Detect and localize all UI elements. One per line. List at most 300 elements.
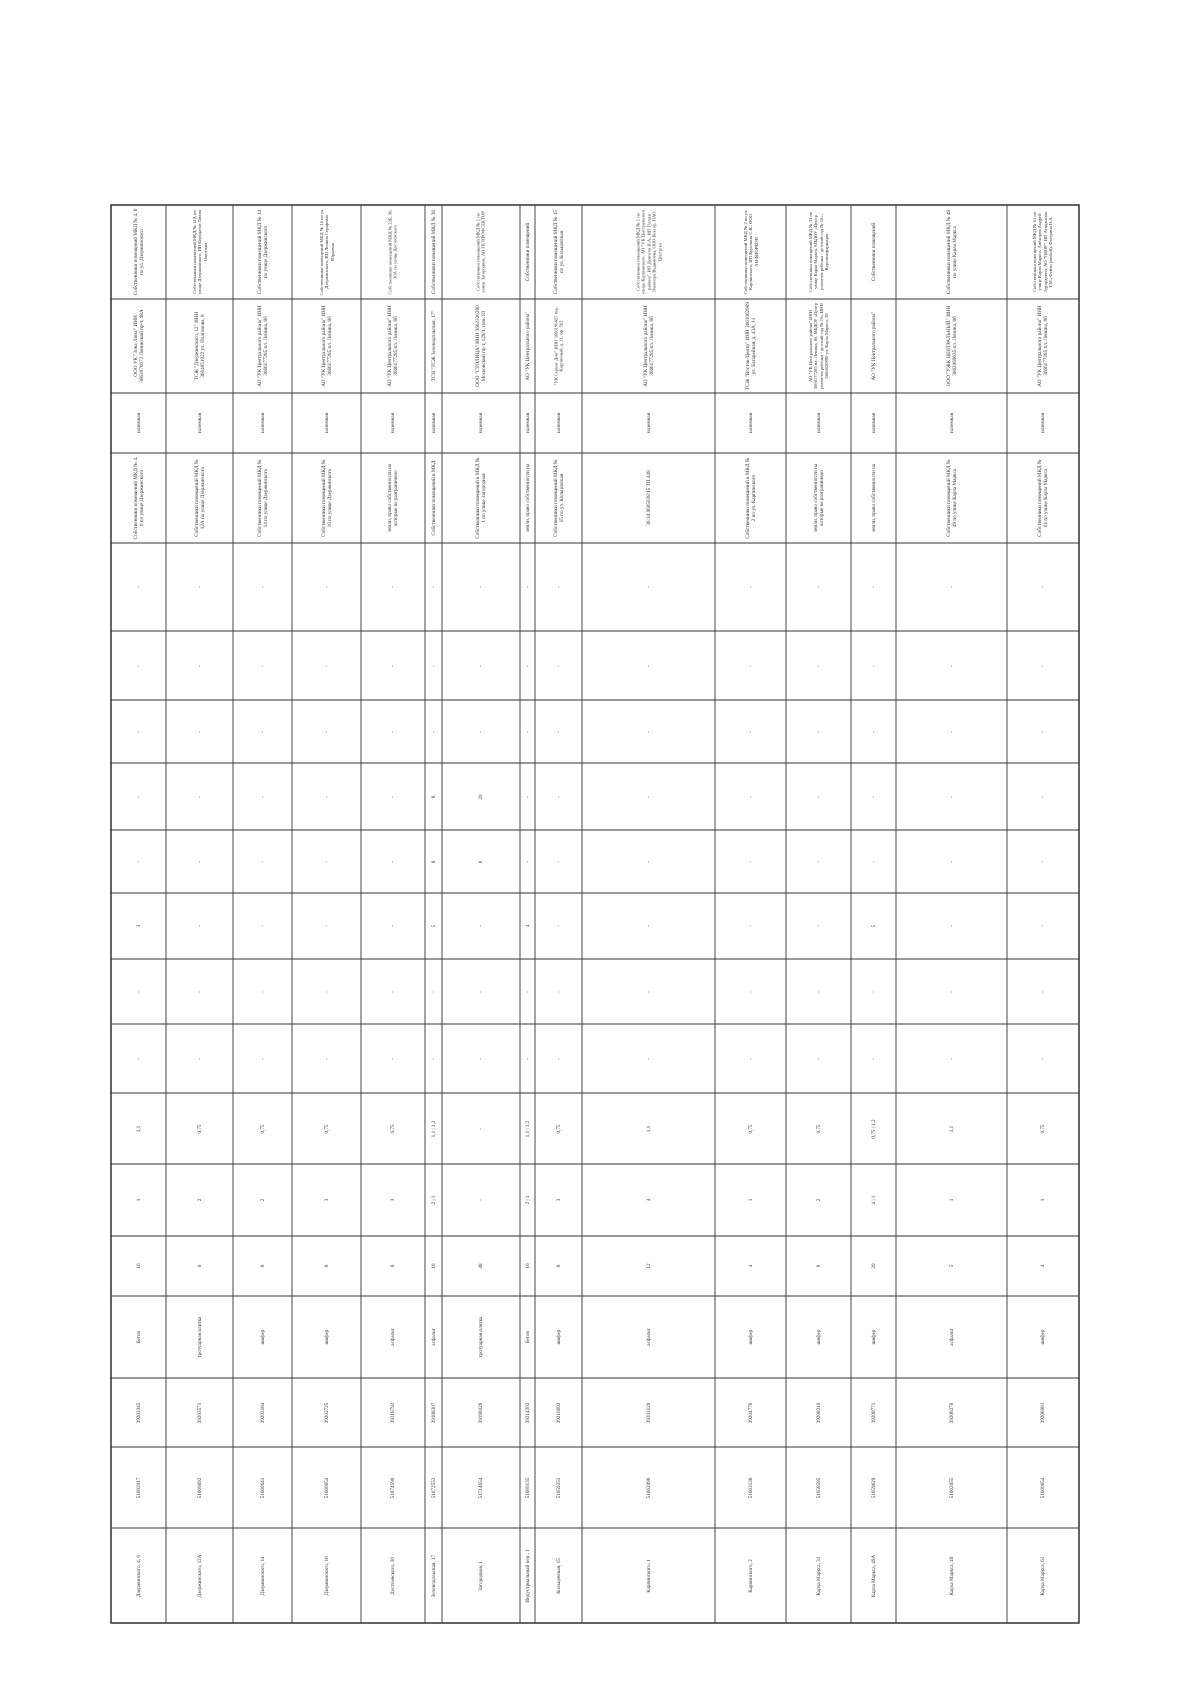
cell-material [233,1296,292,1378]
cell-text: - [645,860,652,863]
cell-entrances [896,1164,1007,1236]
cell-type [292,393,361,453]
cell-text: - [196,586,203,588]
cell-text: - [135,730,142,733]
cell-address [535,1528,582,1623]
cell-type [851,393,896,453]
cell-text: - [323,586,330,588]
cell-c12 [442,763,520,830]
cell-text: АО "УК Центрального района" ИНН 3666177285 пл. Ленина, 8б [256,305,269,387]
cell-entrances [1007,1164,1079,1236]
cell-text: - [1039,1057,1046,1060]
cell-c13 [535,700,582,763]
cell-text: наземная [524,412,531,434]
cell-c9 [425,959,442,1024]
cell-c12 [292,763,361,830]
cell-basis [520,453,535,543]
cell-text: асфальт [389,1328,396,1346]
cell-text: 8 [259,1264,266,1268]
cell-text: 12 [645,1263,652,1269]
cell-text: Дзержинского, 12А [196,1553,203,1598]
cell-type [425,393,442,453]
cell-c9 [111,959,166,1024]
cell-text: - [645,795,652,798]
cell-text: - [323,925,330,927]
cell-text: - [1039,664,1046,667]
cell-c13 [851,700,896,763]
cell-floors [361,1236,425,1296]
cell-code2 [166,1378,233,1447]
cell-text: наземная [815,412,822,434]
cell-text: бетон [524,1330,531,1344]
cell-material [715,1296,786,1378]
cell-text: - [1039,925,1046,927]
cell-text: - [815,664,822,667]
cell-material [442,1296,520,1378]
cell-c13 [715,700,786,763]
cell-text: наземная [555,412,562,434]
cell-c9 [535,959,582,1024]
cell-text: - [259,586,266,588]
cell-floors [786,1236,851,1296]
cell-floors [425,1236,442,1296]
cell-text: Карпинского, 1 [645,1558,652,1593]
cell-text: ТСЖ "Дзержинского, 12" ИНН 3664051022 ул. Платонова, 8 [193,311,206,381]
cell-text: - [524,730,531,733]
cell-text: - [555,795,562,798]
cell-c11 [233,830,292,893]
cell-text: 51660641 [259,1477,266,1498]
cell-text: 8 [323,1264,330,1268]
cell-text: 2 | 1 [430,1195,437,1205]
cell-text: - [430,664,437,667]
cell-text: наземная [477,412,484,434]
cell-text: шифер [870,1329,877,1345]
cell-text: бетон [135,1330,142,1344]
cell-floors [292,1236,361,1296]
cell-manager [715,299,786,393]
cell-basis [715,453,786,543]
cell-text: - [747,860,754,863]
cell-text: - [645,1057,652,1060]
cell-text: Собственники помещений МКД № 12А по улице Дзержинского, ИП Бородатов Лилия Олеговна [191,209,208,295]
cell-text: 20 [870,1263,877,1269]
cell-text: - [948,1057,955,1060]
cell-text: Собственники помещений МКД № 49 по улице Карла Маркса [945,209,958,295]
cell-text: Карла Маркса, 61 [1039,1556,1046,1595]
cell-c14 [425,631,442,700]
cell-c8 [520,1024,535,1093]
cell-text: ТСН "ТСЖ Зеленодольская, 17" [430,310,437,382]
cell-c15 [233,543,292,631]
cell-c12 [520,763,535,830]
cell-c8 [111,1024,166,1093]
cell-floors [582,1236,715,1296]
cell-c12 [896,763,1007,830]
cell-floors [233,1236,292,1296]
cell-entrances [535,1164,582,1236]
cell-text: - [430,1057,437,1060]
cell-c11 [166,830,233,893]
cell-basis [535,453,582,543]
cell-text: шифер [555,1329,562,1345]
cell-address [292,1528,361,1623]
cell-c15 [1007,543,1079,631]
cell-text: 51659253 [555,1477,562,1498]
cell-code2 [442,1378,520,1447]
cell-text: - [196,925,203,927]
cell-text: 4 [645,1198,652,1202]
cell-text: 39204776 [747,1402,754,1423]
cell-c11 [361,830,425,893]
cell-text: Собственники помещений МКД № 61 по улице Карла Маркса [1036,459,1049,537]
cell-text: 4 [747,1264,754,1268]
cell-text: Карла Маркса, 49А [870,1554,877,1597]
cell-address [715,1528,786,1623]
cell-text: 51660692 [196,1477,203,1498]
cell-text: Дзержинского, 16 [323,1555,330,1596]
cell-address [582,1528,715,1623]
cell-floors [111,1236,166,1296]
cell-entrances [166,1164,233,1236]
cell-coef [1007,1093,1079,1164]
cell-c9 [1007,959,1079,1024]
cell-text: - [259,795,266,798]
cell-text: 39208210 [815,1402,822,1423]
cell-text: 39203345 [135,1402,142,1423]
cell-coef [786,1093,851,1164]
cell-c14 [111,631,166,700]
cell-c13 [786,700,851,763]
cell-text: - [747,664,754,667]
cell-entrances [715,1164,786,1236]
cell-c11 [425,830,442,893]
cell-c10 [535,893,582,959]
cell-entrances [361,1164,425,1236]
cell-entrances [292,1164,361,1236]
cell-c9 [715,959,786,1024]
cell-text: 39208081 [1039,1402,1046,1423]
cell-text: - [815,586,822,588]
cell-text: - [645,990,652,993]
cell-owners [851,205,896,299]
cell-type [1007,393,1079,453]
cell-text: Дзержинского, 4, 6 [135,1554,142,1597]
cell-material [166,1296,233,1378]
cell-text: наземная [389,412,396,434]
cell-address [425,1528,442,1623]
cell-c8 [442,1024,520,1093]
cell-text: - [477,586,484,588]
cell-c13 [442,700,520,763]
cell-text: 51659629 [870,1477,877,1498]
cell-owners [233,205,292,299]
cell-text: тротуарная плитка [477,1316,484,1358]
cell-c11 [851,830,896,893]
cell-text: ООО "СТОЛИЦА" ИНН 3662226280 Московский пр-т, 129/1, пом. 83 [474,305,487,387]
cell-basis [292,453,361,543]
cell-text: - [1039,860,1046,863]
cell-text: наземная [1039,412,1046,434]
cell-c13 [166,700,233,763]
cell-c8 [361,1024,425,1093]
cell-c12 [233,763,292,830]
cell-text: - [870,664,877,667]
cell-material [425,1296,442,1378]
cell-text: 1,1 | 1,2 [524,1120,531,1137]
cell-manager [166,299,233,393]
cell-text: 1 [747,1198,754,1202]
cell-text: асфальт [430,1328,437,1346]
cell-text: Кольцовская, 15 [555,1557,562,1594]
cell-c12 [166,763,233,830]
cell-text: - [389,1057,396,1060]
cell-address [786,1528,851,1623]
cell-c13 [111,700,166,763]
cell-c13 [1007,700,1079,763]
cell-text: 39208278 [948,1402,955,1423]
cell-text: наземная [135,412,142,434]
cell-text: - [555,925,562,927]
cell-text: 2 [196,1198,203,1202]
cell-coef [715,1093,786,1164]
cell-text: 39218792 [389,1402,396,1423]
cell-text: Собственники помещений МКД № 16 по улице Дзержинского [320,459,333,537]
cell-text: Собственники помещений МКД № 4, 6 по ул. Дзержинского [132,208,145,296]
cell-entrances [851,1164,896,1236]
cell-c11 [896,830,1007,893]
cell-text: - [747,730,754,733]
cell-c15 [292,543,361,631]
cell-text: - [430,990,437,993]
cell-floors [851,1236,896,1296]
cell-basis [786,453,851,543]
cell-text: - [524,795,531,798]
cell-text: 8 [430,795,437,798]
cell-text: - [389,860,396,863]
cell-text: - [196,1057,203,1060]
cell-c9 [896,959,1007,1024]
cell-c11 [1007,830,1079,893]
cell-text: Карла Маркса, 31 [815,1556,822,1595]
cell-code1 [111,1447,166,1528]
cell-c14 [535,631,582,700]
cell-text: 39202725 [323,1402,330,1423]
cell-code2 [425,1378,442,1447]
cell-text: - [870,860,877,863]
cell-text: - [870,586,877,588]
cell-c14 [361,631,425,700]
cell-text: 1,1 [645,1125,652,1132]
cell-text: - [135,795,142,798]
cell-text: 39203120 [645,1402,652,1423]
cell-c9 [292,959,361,1024]
cell-entrances [520,1164,535,1236]
cell-text: Собственники помещений МКД № 14 по улице Дзержинского [256,459,269,537]
cell-c12 [715,763,786,830]
cell-type [233,393,292,453]
cell-c8 [851,1024,896,1093]
cell-text: Собственники помещений [870,222,877,282]
cell-owners [442,205,520,299]
cell-text: 51658595 [815,1477,822,1498]
cell-text: Загородная, 1 [477,1560,484,1591]
cell-text: 0,75 [555,1123,562,1134]
cell-text: Собственники помещений МКД № 15 по ул. Кольцовская [552,209,565,295]
cell-owners [361,205,425,299]
cell-text: Собственники помещений в МКД [430,460,437,536]
cell-address [442,1528,520,1623]
cell-c15 [582,543,715,631]
cell-text: 51662055 [948,1477,955,1498]
cell-entrances [786,1164,851,1236]
cell-c14 [582,631,715,700]
cell-code1 [535,1447,582,1528]
cell-manager [233,299,292,393]
cell-c9 [520,959,535,1024]
cell-text: Собственники помещений [524,222,531,282]
cell-text: - [1039,795,1046,798]
cell-c12 [582,763,715,830]
cell-text: Зеленодольская, 17 [430,1554,437,1597]
cell-entrances [233,1164,292,1236]
cell-text: - [747,586,754,588]
cell-text: наземная [870,412,877,434]
cell-c10 [111,893,166,959]
cell-text: 3 [389,1198,396,1202]
cell-text: 6 [196,1264,203,1268]
cell-text: АО "УК Центрального района" ИНН 3666177285 пл. Ленина, 8б [386,305,399,387]
cell-text: - [196,730,203,733]
cell-text: Собственники помещений МКД № 61 по улице Карла Маркса, Алёхоров Андрей Эдуардович, АО "ОДОР", ИП Агаджанян Т.М., Фейзи (любой), Фатерина Н.А. [1032,211,1054,293]
cell-text: - [870,795,877,798]
cell-manager [442,299,520,393]
cell-text: - [389,795,396,798]
cell-c12 [361,763,425,830]
cell-code1 [233,1447,292,1528]
cell-text: - [135,664,142,667]
cell-text: - [524,860,531,863]
cell-material [786,1296,851,1378]
cell-text: 51714654 [477,1477,484,1498]
cell-text: - [815,1057,822,1060]
cell-text: 1 [135,1198,142,1202]
cell-code2 [520,1378,535,1447]
cell-text: земли, право собственности на которые не разграничено [812,463,825,533]
cell-text: 3 [555,1198,562,1202]
cell-text: АО "УК Центрального района" [870,311,877,381]
cell-entrances [442,1164,520,1236]
cell-text: - [645,586,652,588]
cell-owners [425,205,442,299]
cell-text: 2 [815,1198,822,1202]
cell-c8 [292,1024,361,1093]
cell-text: 36:34:0605038:15 ТП 448 [645,470,652,526]
cell-text: Собственники помещений в МКД № 2 по ул. Карпинского [744,457,757,539]
cell-code2 [715,1378,786,1447]
cell-text: - [870,990,877,993]
cell-basis [896,453,1007,543]
cell-text: АО "УК Центрального района" ИНН 3666177285 пл. Ленина, 8б [642,305,655,387]
cell-text: наземная [645,412,652,434]
cell-code2 [233,1378,292,1447]
cell-type [896,393,1007,453]
cell-text: - [259,664,266,667]
cell-c12 [1007,763,1079,830]
cell-c8 [1007,1024,1079,1093]
cell-text: - [259,860,266,863]
cell-text: наземная [259,412,266,434]
cell-text: 5 [870,924,877,928]
cell-text: 1,1 [135,1125,142,1132]
cell-c10 [786,893,851,959]
cell-text: - [524,1057,531,1060]
cell-c10 [166,893,233,959]
cell-basis [233,453,292,543]
cell-text: Карпинского, 2 [747,1558,754,1593]
cell-code1 [1007,1447,1079,1528]
cell-text: 51674590 [389,1477,396,1498]
cell-text: - [259,730,266,733]
cell-manager [535,299,582,393]
cell-text: шифер [815,1329,822,1345]
cell-text: Собственники помещений МКД № 4, 6 по улице Дзержинского [132,456,145,540]
cell-text: 2 [259,1198,266,1202]
cell-c12 [425,763,442,830]
cell-c15 [166,543,233,631]
cell-text: земли, право собственности на которые не разграничено [386,463,399,533]
cell-text: земли, право собственности на [524,463,531,533]
cell-text: - [323,795,330,798]
cell-text: - [389,586,396,588]
cell-c11 [582,830,715,893]
cell-c14 [896,631,1007,700]
cell-text: шифер [747,1329,754,1345]
cell-c11 [715,830,786,893]
cell-coef [896,1093,1007,1164]
cell-text: - [524,664,531,667]
cell-type [786,393,851,453]
cell-text: 39203571 [196,1402,203,1423]
cell-text: - [645,730,652,733]
cell-code2 [535,1378,582,1447]
cell-material [111,1296,166,1378]
cell-c13 [233,700,292,763]
cell-text: 8 [815,1264,822,1268]
cell-c13 [361,700,425,763]
cell-manager [361,299,425,393]
cell-text: - [815,925,822,927]
cell-code2 [111,1378,166,1447]
cell-floors [166,1236,233,1296]
cell-code2 [1007,1378,1079,1447]
cell-coef [425,1093,442,1164]
cell-text: - [555,664,562,667]
cell-material [535,1296,582,1378]
cell-coef [442,1093,520,1164]
cell-text: - [477,664,484,667]
cell-text: 39216692 [555,1402,562,1423]
cell-text: Собственники помещений МКД № 14 по улице Дзержинского [256,209,269,295]
cell-c14 [851,631,896,700]
cell-text: - [477,1127,484,1130]
cell-manager [111,299,166,393]
cell-owners [896,205,1007,299]
cell-material [851,1296,896,1378]
cell-text: ООО УК "Зона Люкс" ИНН 3663076672 Ленинский пр-т, 98А [132,309,145,383]
cell-text: Карла Маркса, 49 [948,1556,955,1595]
cell-text: - [196,860,203,863]
